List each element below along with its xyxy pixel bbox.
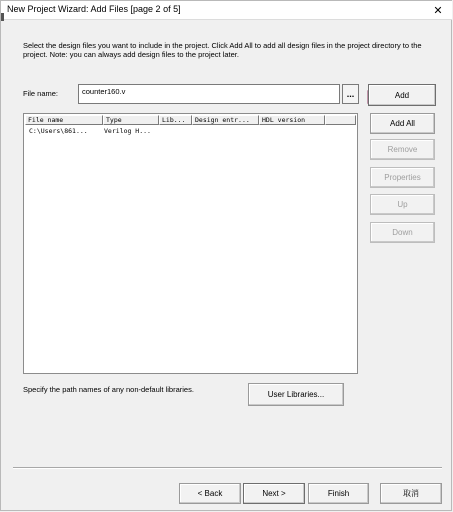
next-button[interactable]: Next > [243, 483, 305, 504]
file-name-input[interactable] [78, 84, 340, 104]
column-header-design-entry[interactable]: Design entr... [192, 115, 259, 125]
add-button[interactable]: Add [368, 84, 436, 106]
cell-type: Verilog H... [104, 127, 151, 135]
column-header-hdl-version[interactable]: HDL version [259, 115, 325, 125]
browse-button[interactable]: ... [342, 84, 359, 104]
down-button[interactable]: Down [370, 222, 435, 243]
column-header-type[interactable]: Type [103, 115, 159, 125]
title-divider [1, 19, 452, 20]
user-libraries-button[interactable]: User Libraries... [248, 383, 344, 406]
file-name-label: File name: [23, 89, 59, 98]
title-bar [1, 1, 452, 19]
up-button[interactable]: Up [370, 194, 435, 215]
window-title: New Project Wizard: Add Files [page 2 of 5] [7, 4, 181, 14]
column-header-filler [325, 115, 356, 125]
close-icon[interactable]: ✕ [433, 4, 443, 17]
back-button[interactable]: < Back [179, 483, 241, 504]
footer-separator [13, 467, 442, 469]
file-list-table[interactable] [23, 113, 358, 374]
cancel-button[interactable]: 取消 [380, 483, 442, 504]
properties-button[interactable]: Properties [370, 167, 435, 188]
column-header-library[interactable]: Lib... [159, 115, 192, 125]
finish-button[interactable]: Finish [308, 483, 369, 504]
window-edge-mark [1, 13, 4, 21]
remove-button[interactable]: Remove [370, 139, 435, 160]
column-header-file-name[interactable]: File name [25, 115, 103, 125]
add-all-button[interactable]: Add All [370, 113, 435, 134]
cell-file-name: C:\Users\861... [29, 127, 88, 135]
libraries-hint-text: Specify the path names of any non-default libraries. [23, 385, 194, 394]
instructions-text: Select the design files you want to include in the project. Click Add All to add all design files in the project directory to the project. Note: you can always add design files to the project later. [23, 41, 422, 59]
